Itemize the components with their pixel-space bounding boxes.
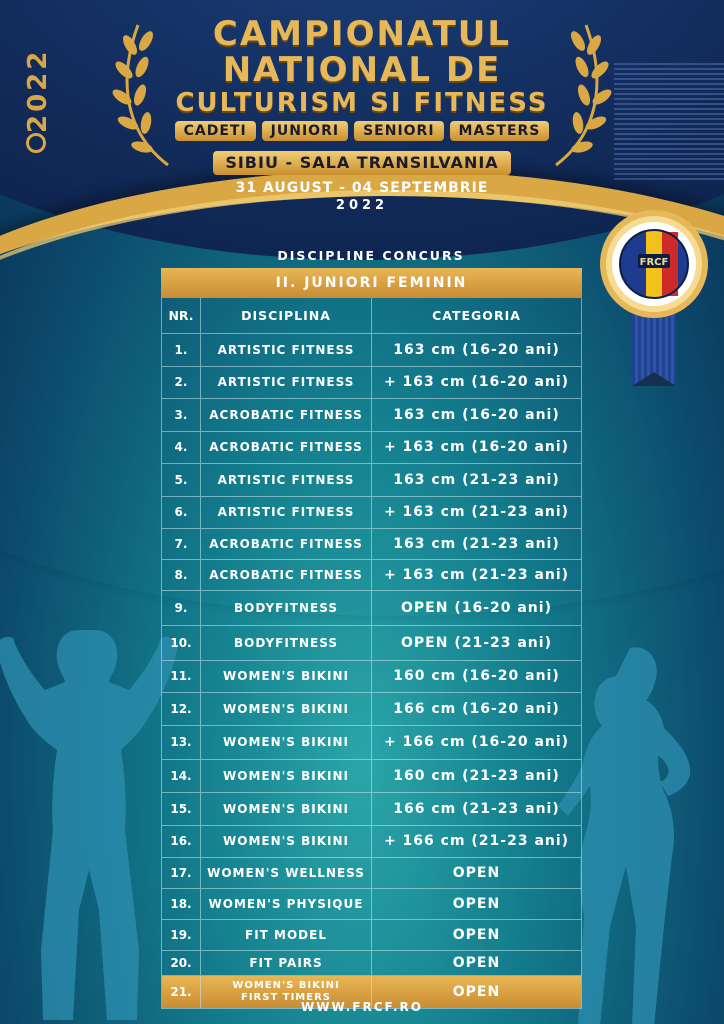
- table-category-band: II. JUNIORI FEMININ: [161, 268, 582, 298]
- row-nr: 5.: [162, 464, 201, 496]
- table-row: [162, 367, 581, 399]
- row-disciplina: ACROBATIC FITNESS: [201, 432, 372, 463]
- row-disciplina: FIT PAIRS: [201, 951, 372, 975]
- table-row: [162, 726, 581, 760]
- table-row: [162, 591, 581, 626]
- row-categoria: 163 cm (21-23 ani): [393, 536, 560, 552]
- row-nr: 9.: [162, 591, 201, 625]
- row-disciplina: ACROBATIC FITNESS: [201, 399, 372, 431]
- row-nr: 13.: [162, 726, 201, 759]
- row-nr: 14.: [162, 760, 201, 792]
- row-nr: 1.: [162, 334, 201, 366]
- row-categoria: OPEN: [452, 896, 501, 912]
- row-nr: 20.: [162, 951, 201, 975]
- row-categoria: 160 cm (16-20 ani): [393, 668, 560, 684]
- division-pills: [0, 121, 724, 141]
- table-row: [162, 920, 581, 951]
- header-nr: NR.: [162, 298, 201, 333]
- row-nr: 2.: [162, 367, 201, 398]
- row-nr: 3.: [162, 399, 201, 431]
- row-disciplina: ARTISTIC FITNESS: [201, 497, 372, 528]
- row-disciplina: WOMEN'S BIKINI: [201, 726, 372, 759]
- table-row: [162, 661, 581, 693]
- row-disciplina: ARTISTIC FITNESS: [201, 334, 372, 366]
- row-disciplina: WOMEN'S BIKINI: [201, 693, 372, 725]
- row-disciplina: WOMEN'S BIKINI: [201, 793, 372, 825]
- row-nr: 18.: [162, 889, 201, 919]
- row-nr: 16.: [162, 826, 201, 857]
- table-header-row: [162, 298, 581, 334]
- division-pill: JUNIORI: [262, 121, 348, 141]
- row-disciplina: WOMEN'S BIKINI: [201, 760, 372, 792]
- table-row: [162, 399, 581, 432]
- row-categoria: 163 cm (16-20 ani): [393, 342, 560, 358]
- row-disciplina: ACROBATIC FITNESS: [201, 529, 372, 559]
- row-categoria: + 163 cm (16-20 ani): [383, 374, 570, 390]
- table-row: [162, 858, 581, 889]
- row-disciplina: BODYFITNESS: [201, 626, 372, 660]
- row-disciplina-line1: WOMEN'S BIKINI: [232, 980, 340, 991]
- venue-badge: SIBIU - SALA TRANSILVANIA: [213, 151, 511, 175]
- row-disciplina-line2: FIRST TIMERS: [241, 992, 331, 1003]
- table-row: [162, 464, 581, 497]
- row-nr: 10.: [162, 626, 201, 660]
- row-disciplina: WOMEN'S BIKINI: [201, 661, 372, 692]
- row-categoria: 166 cm (16-20 ani): [393, 701, 560, 717]
- row-disciplina: FIT MODEL: [201, 920, 372, 950]
- row-nr: 21.: [162, 976, 201, 1008]
- section-title: DISCIPLINE CONCURS: [277, 248, 465, 263]
- row-nr: 4.: [162, 432, 201, 463]
- row-nr: 15.: [162, 793, 201, 825]
- table-row: [162, 951, 581, 976]
- frcf-seal-logo: [598, 208, 710, 320]
- table-body: [162, 334, 581, 976]
- row-categoria: OPEN: [452, 955, 501, 971]
- row-disciplina: BODYFITNESS: [201, 591, 372, 625]
- row-categoria: + 163 cm (16-20 ani): [383, 439, 570, 455]
- row-categoria: OPEN: [452, 865, 501, 881]
- row-categoria: OPEN: [452, 927, 501, 943]
- table-row: [162, 793, 581, 826]
- table-row: [162, 889, 581, 920]
- row-nr: 12.: [162, 693, 201, 725]
- row-nr: 19.: [162, 920, 201, 950]
- row-nr: 6.: [162, 497, 201, 528]
- event-dates: 31 AUGUST - 04 SEPTEMBRIE: [235, 180, 489, 196]
- table-row: [162, 432, 581, 464]
- table-row: [162, 693, 581, 726]
- title-line-2: NATIONAL DE: [222, 50, 502, 90]
- header-categoria: CATEGORIA: [432, 308, 521, 323]
- ribbon-notch: [632, 372, 676, 386]
- row-categoria: OPEN (16-20 ani): [401, 600, 552, 616]
- header-disciplina: DISCIPLINA: [201, 298, 372, 333]
- division-pill: CADETI: [175, 121, 256, 141]
- row-categoria: OPEN (21-23 ani): [401, 635, 552, 651]
- row-categoria: 163 cm (16-20 ani): [393, 407, 560, 423]
- row-nr: 8.: [162, 560, 201, 590]
- table-row: [162, 497, 581, 529]
- table-row: [162, 334, 581, 367]
- title-line-3: CULTURISM SI FITNESS: [175, 88, 549, 118]
- table-row: [162, 560, 581, 591]
- row-categoria: 163 cm (21-23 ani): [393, 472, 560, 488]
- table-row: [162, 529, 581, 560]
- row-categoria: + 166 cm (16-20 ani): [383, 734, 570, 750]
- row-disciplina: ARTISTIC FITNESS: [201, 367, 372, 398]
- row-categoria: 160 cm (21-23 ani): [393, 768, 560, 784]
- division-pill: SENIORI: [354, 121, 443, 141]
- row-categoria: + 166 cm (21-23 ani): [383, 833, 570, 849]
- row-disciplina: WOMEN'S WELLNESS: [201, 858, 372, 888]
- row-nr: 17.: [162, 858, 201, 888]
- division-pill: MASTERS: [450, 121, 550, 141]
- title-line-1: CAMPIONATUL: [212, 14, 512, 54]
- table-grid: [161, 298, 582, 1009]
- vertical-year: 2022: [23, 48, 53, 134]
- row-disciplina: ACROBATIC FITNESS: [201, 560, 372, 590]
- table-row: [162, 760, 581, 793]
- row-disciplina: WOMEN'S BIKINI: [201, 826, 372, 857]
- svg-text:FRCF: FRCF: [639, 257, 669, 268]
- row-categoria: + 163 cm (21-23 ani): [383, 567, 570, 583]
- row-categoria: OPEN: [452, 984, 501, 1000]
- row-disciplina: WOMEN'S PHYSIQUE: [201, 889, 372, 919]
- row-categoria: + 163 cm (21-23 ani): [383, 504, 570, 520]
- row-nr: 7.: [162, 529, 201, 559]
- website-url: WWW.FRCF.RO: [301, 1000, 423, 1014]
- row-nr: 11.: [162, 661, 201, 692]
- event-year: 2022: [335, 198, 389, 213]
- row-categoria: 166 cm (21-23 ani): [393, 801, 560, 817]
- row-disciplina: ARTISTIC FITNESS: [201, 464, 372, 496]
- table-row: [162, 826, 581, 858]
- disciplines-table: [161, 268, 582, 1009]
- table-row: [162, 626, 581, 661]
